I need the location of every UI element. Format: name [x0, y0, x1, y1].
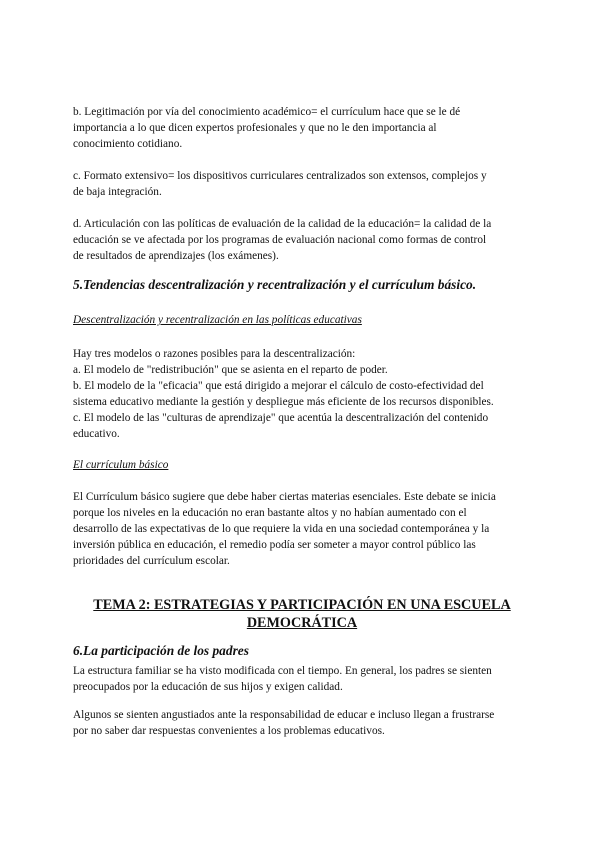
basic-curriculum-paragraph [73, 489, 531, 569]
text-line: a. El modelo de "redistribución" que se asienta en el reparto de poder. [73, 364, 388, 376]
text-line: prioridades del currículum escolar. [73, 555, 230, 567]
text-line: d. Articulación con las políticas de evaluación de la calidad de la educación= la calidad de la [73, 218, 492, 230]
text-line: c. Formato extensivo= los dispositivos curriculares centralizados son extensos, complejos y [73, 170, 487, 182]
models-paragraph [73, 346, 531, 442]
text-line: desarrollo de las expectativas de lo que requiere la vida en una sociedad contemporánea y la [73, 523, 490, 535]
text-line: educación se ve afectada por los programas de evaluación nacional como formas de control [73, 234, 487, 246]
text-line: Hay tres modelos o razones posibles para la descentralización: [73, 348, 356, 360]
section-6-heading: 6.La participación de los padres [73, 643, 249, 658]
title-line: DEMOCRÁTICA [246, 615, 358, 631]
family-structure-paragraph [73, 663, 531, 695]
text-line: sistema educativo mediante la gestión y despliegue más eficiente de los recursos disponibles. [73, 396, 494, 408]
item-d-paragraph [73, 216, 531, 264]
text-line: importancia a lo que dicen expertos profesionales y que no le den importancia al [73, 122, 437, 134]
text-line: de baja integración. [73, 186, 162, 198]
text-line: b. El modelo de la "eficacia" que está dirigido a mejorar el cálculo de costo-efectividad del [73, 380, 484, 392]
item-c-paragraph [73, 168, 531, 200]
text-line: La estructura familiar se ha visto modificada con el tiempo. En general, los padres se sienten [73, 665, 492, 677]
text-line: de resultados de aprendizajes (los exámenes). [73, 250, 279, 262]
text-line: conocimiento cotidiano. [73, 138, 183, 150]
text-line: por no saber dar respuestas convenientes a los problemas educativos. [73, 725, 385, 737]
text-line: El Currículum básico sugiere que debe haber ciertas materias esenciales. Este debate se inicia [73, 491, 496, 503]
text-line: b. Legitimación por vía del conocimiento académico= el currículum hace que se le dé [73, 106, 461, 118]
text-line: inversión pública en educación, el remedio podía ser someter a mayor control público las [73, 539, 476, 551]
text-line: preocupados por la educación de sus hijos y exigen calidad. [73, 681, 343, 693]
text-line: c. El modelo de las "culturas de aprendizaje" que acentúa la descentralización del contenido [73, 412, 489, 424]
title-line: TEMA 2: ESTRATEGIAS Y PARTICIPACIÓN EN UNA ESCUELA [93, 597, 511, 613]
text-line: educativo. [73, 428, 120, 440]
text-line: Algunos se sienten angustiados ante la responsabilidad de educar e incluso llegan a frustrarse [73, 709, 495, 721]
tema-2-title [73, 596, 531, 632]
anxiety-paragraph [73, 707, 531, 739]
text-line: porque los niveles en la educación no eran bastante altos y no habían aumentado con el [73, 507, 467, 519]
section-5-heading: 5.Tendencias descentralización y recentralización y el currículum básico. [73, 277, 477, 292]
basic-curriculum-subheading: El currículum básico [73, 459, 169, 471]
decentralization-subheading: Descentralización y recentralización en las políticas educativas [73, 314, 362, 326]
item-b-paragraph [73, 104, 531, 152]
